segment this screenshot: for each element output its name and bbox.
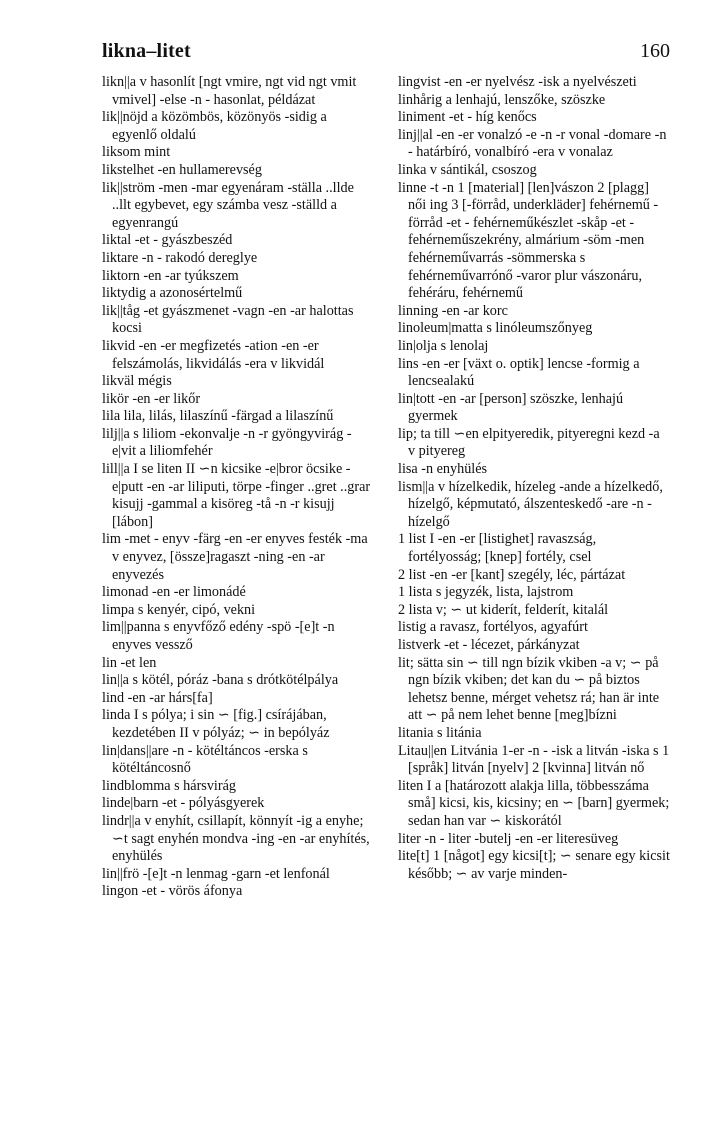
dictionary-entry: lin|dans||are -n - kötéltáncos -erska s kötéltáncosnő [102, 742, 308, 777]
dictionary-entry: linoleum|matta s linóleumszőnyeg [398, 320, 593, 337]
dictionary-entry: liktal -et - gyászbeszéd [102, 232, 233, 249]
dictionary-entry: lite[t] 1 [något] egy kicsi[t]; ∽ senare egy kicsit később; ∽ av varje minden- [398, 848, 670, 882]
dictionary-entry: liksom mint [102, 144, 171, 161]
dictionary-entry: lik||nöjd a közömbös, közönyös -sidig a egyenlő oldalú [102, 109, 327, 143]
dictionary-entry: lill||a I se liten II ∽n kicsike -e|bror öcsike -e|putt -en -ar liliputi, törpe -finger ..gret ..grar kisujj -gammal a kisöreg -tå -n -r kisujj [lábon] [102, 461, 371, 530]
dictionary-entry: linde|barn -et - pólyásgyerek [102, 795, 265, 812]
dictionary-entry: linning -en -ar korc [398, 302, 508, 319]
dictionary-entry: linka v sántikál, csoszog [398, 161, 537, 178]
dictionary-entry: lik||ström -men -mar egyenáram -ställa ..llde ..llt egybevet, egy számba vesz -ställd a egyenrangú [102, 179, 354, 231]
dictionary-entry: lim -met - enyv -färg -en -er enyves festék -ma v enyvez, [össze]ragaszt -ning -en -ar enyvezés [102, 531, 368, 583]
dictionary-entry: linne -t -n 1 [material] [len]vászon 2 [plagg] női ing 3 [-förråd, underkläder] fehérnemű -förråd -et - fehérneműkészlet -skåp -et - fehérneműszekrény, almárium -söm -men fehérneművarrás -sömmerska s fehérneművarrónő -varor plur vászonáru, fehéráru, fehérnemű [398, 179, 659, 302]
dictionary-entry: limonad -en -er limonádé [102, 584, 246, 601]
dictionary-entry: lism||a v hízelkedik, hízeleg -ande a hízelkedő, hízelgő, képmutató, álszenteskedő -are -n - hízelgő [398, 478, 663, 530]
dictionary-entry: 1 lista s jegyzék, lista, lajstrom [398, 584, 574, 601]
dictionary-entry: likväl mégis [102, 373, 172, 390]
dictionary-entry: Litau||en Litvánia 1-er -n - -isk a litván -iska s 1 [språk] litván [nyelv] 2 [kvinna] litván nő [398, 742, 670, 777]
right-column [398, 74, 670, 883]
dictionary-entry: likvid -en -er megfizetés -ation -en -er felszámolás, likvidálás -era v likvidál [102, 337, 325, 372]
dictionary-entry: lindblomma s hársvirág [102, 777, 236, 794]
dictionary-entry: lin||a s kötél, póráz -bana s drótkötélpálya [102, 672, 339, 689]
dictionary-entry: 2 lista v; ∽ ut kiderít, felderít, kitalál [398, 601, 609, 618]
dictionary-entry: liniment -et - híg kenőcs [398, 109, 537, 126]
dictionary-entry: likör -en -er likőr [102, 390, 201, 407]
dictionary-entry: lit; sätta sin ∽ till ngn bízik vkiben -a v; ∽ på ngn bízik vkiben; det kan du ∽ på biztos lehetsz benne, mérget vehetsz rá; han är inte att ∽ på nem lehet benne [meg]bízni [398, 654, 660, 724]
dictionary-entry: likn||a v hasonlít [ngt vmire, ngt vid ngt vmit vmivel] -else -n - hasonlat, példázat [102, 74, 357, 108]
dictionary-entry: liktorn -en -ar tyúkszem [102, 267, 239, 284]
dictionary-entry: lilj||a s liliom -ekonvalje -n -r gyöngyvirág -e|vit a liliomfehér [102, 425, 352, 460]
dictionary-entry: litania s litánia [398, 724, 482, 741]
dictionary-entry: listverk -et - lécezet, párkányzat [398, 637, 580, 653]
page-header [102, 40, 670, 70]
dictionary-entry: lim||panna s enyvfőző edény -spö -[e]t -n enyves vessző [102, 619, 335, 653]
dictionary-entry: lingvist -en -er nyelvész -isk a nyelvészeti [398, 74, 637, 90]
dictionary-entry: lip; ta till ∽en elpityeredik, pityeregni kezd -a v pityereg [398, 425, 660, 460]
dictionary-entry: lindr||a v enyhít, csillapít, könnyít -ig a enyhe; ∽t sagt enyhén mondva -ing -en -ar enyhítés, enyhülés [102, 812, 370, 865]
dictionary-entry: limpa s kenyér, cipó, vekni [102, 601, 256, 618]
dictionary-entry: lisa -n enyhülés [398, 461, 488, 478]
dictionary-entry: liten I a [határozott alakja lilla, többesszáma små] kicsi, kis, kicsiny; en ∽ [barn] gyermek; sedan han var ∽ kiskorától [398, 777, 670, 829]
left-column [102, 74, 374, 901]
dictionary-entry: lin||frö -[e]t -n lenmag -garn -et lenfonál [102, 865, 330, 882]
dictionary-entry: lingon -et - vörös áfonya [102, 883, 243, 900]
dictionary-entry: liter -n - liter -butelj -en -er literesüveg [398, 830, 619, 847]
dictionary-entry: likstelhet -en hullamerevség [102, 161, 262, 178]
dictionary-entry: lik||tåg -et gyászmenet -vagn -en -ar halottas kocsi [102, 302, 354, 337]
dictionary-entry: lind -en -ar hárs[fa] [102, 689, 213, 706]
dictionary-entry: lila lila, lilás, lilaszínű -färgad a lilaszínű [102, 408, 334, 425]
running-headword: likna–litet [102, 40, 191, 62]
dictionary-entry: lin|tott -en -ar [person] szöszke, lenhajú gyermek [398, 390, 624, 425]
dictionary-entry: lin|olja s lenolaj [398, 337, 489, 354]
dictionary-entry: linj||al -en -er vonalzó -e -n -r vonal -domare -n - határbíró, vonalbíró -era v vonalaz [398, 126, 667, 161]
dictionary-entry: 1 list I -en -er [listighet] ravaszság, fortélyosság; [knep] fortély, csel [398, 531, 597, 566]
dictionary-entry: liktare -n - rakodó dereglye [102, 249, 258, 266]
dictionary-entry: linda I s pólya; i sin ∽ [fig.] csírájában, kezdetében II v pólyáz; ∽ in bepólyáz [102, 707, 330, 741]
dictionary-entry: listig a ravasz, fortélyos, agyafúrt [398, 619, 588, 636]
page-number: 160 [640, 40, 670, 62]
dictionary-entry: 2 list -en -er [kant] szegély, léc, pártázat [398, 566, 626, 583]
dictionary-entry: liktydig a azonosértelmű [102, 285, 243, 302]
dictionary-entry: linhårig a lenhajú, lenszőke, szöszke [398, 91, 606, 108]
dictionary-entry: lins -en -er [växt o. optik] lencse -formig a lencsealakú [398, 355, 640, 390]
dictionary-entry: lin -et len [102, 654, 157, 671]
